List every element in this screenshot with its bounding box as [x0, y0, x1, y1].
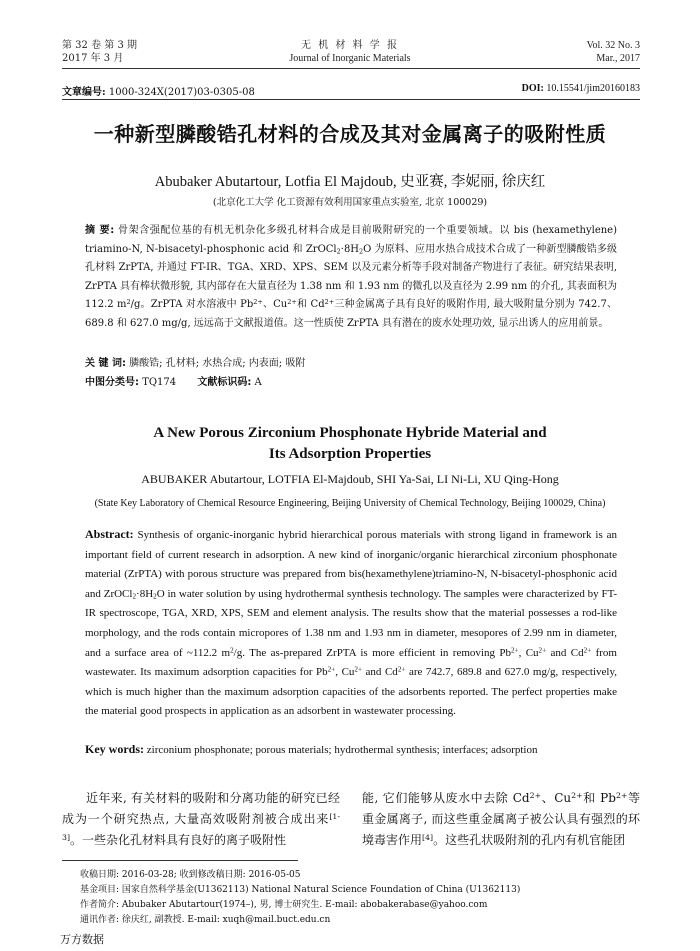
abstract-en-text: ·8H	[136, 587, 154, 600]
abstract-en-text: O in water solution by using hydrothermal synthesis technology. The samples were characterized by FT-IR spectroscope, TGA, XRD, XPS, SEM and element analysis. The results show that the material possesses a rod-like morphology, and the rods contain micropores of 1.38 nm and 1.93 nm in diameter, mesopores of 2.99 nm in diameter, and a surface area of ~112.2 m	[85, 587, 617, 659]
superscript: 2	[126, 297, 131, 306]
abstract-cn-text: 、Cu	[262, 299, 288, 310]
title-cn: 一种新型膦酸锆孔材料的合成及其对金属离子的吸附性质	[93, 122, 607, 146]
superscript: 2+	[253, 297, 263, 306]
header-right	[587, 39, 640, 65]
affiliation-en: (State Key Laboratory of Chemical Resource Engineering, Beijing University of Chemical Technology, Beijing 100029, China)	[94, 498, 606, 509]
subscript: 2	[132, 592, 137, 601]
footnote-rule	[62, 860, 298, 861]
subscript: 2	[336, 246, 341, 255]
subscript: 2	[153, 592, 157, 601]
date-en: Mar., 2017	[596, 53, 640, 64]
body-column-right	[362, 788, 640, 851]
meta-rule	[62, 99, 640, 100]
abstract-cn-text: O 为原料、应用水热合成技术合成了一种新型膦酸锆多级孔材料 ZrPTA, 并通过 FT-IR、TGA、XRD、XPS、SEM 以及元素分析等手段对制备产物进行了表征。研究结果表明, ZrPTA 具有棒状微形貌, 其内部存在大量直径为 1.38 nm 和 1.93 nm 的微孔以及直径为 2.99 nm 的介孔, 其表面积为 112.2 m	[85, 243, 617, 310]
keywords-en-label: Key words:	[85, 742, 144, 756]
title-en-line-1: A New Porous Zirconium Phosphonate Hybride Material and	[153, 425, 547, 441]
superscript: 2+	[287, 297, 297, 306]
body-text: 等重金属离子, 而这些重金属离子被公认具有强烈的环境毒害作用	[362, 791, 640, 847]
affiliation-cn: (北京化工大学 化工资源有效利用国家重点实验室, 北京 100029)	[212, 197, 488, 208]
subscript: 2	[359, 246, 364, 255]
abstract-en-text: /g. The as-prepared ZrPTA is more efficient in removing Pb	[233, 646, 511, 659]
abstract-en-text: and Cd	[362, 666, 398, 679]
abstract-en-text: Synthesis of organic-inorganic hybrid hierarchical porous materials with strong ligand in framework is an important field of current research in adsorption. A new kind of inorganic/organic hierarchical zirconium phosphonate material (ZrPTA) with porous structure was prepared from bis(hexamethylene)triamino-N, N-bisacetyl-phosphonic acid and ZrOCl	[85, 529, 617, 600]
volume-issue-en: Vol. 32 No. 3	[586, 40, 640, 51]
body-text: 、Cu	[541, 791, 572, 805]
body-text: 能, 它们能够从废水中去除 Cd	[362, 791, 530, 805]
title-en-line-2: Its Adsorption Properties	[268, 446, 432, 462]
abstract-cn-text: 骨架含强配位基的有机无机杂化多级孔材料合成是目前吸附研究的一个重要领域。以 bis (hexamethylene) triamino-N, N-bisacetyl-phosphonic acid 和 ZrOCl	[85, 225, 617, 255]
body-column-left	[62, 788, 340, 851]
superscript: 2+	[324, 297, 335, 306]
abstract-en-text: from wastewater. Its maximum adsorption capacities for Pb	[85, 646, 617, 679]
article-number	[62, 83, 255, 98]
footnote	[80, 868, 520, 928]
corresponding-author: 通讯作者: 徐庆红, 副教授. E-mail: xuqh@mail.buct.edu.cn	[80, 915, 331, 925]
doi	[522, 83, 640, 94]
authors-en: ABUBAKER Abutartour, LOTFIA El-Majdoub, SHI Ya-Sai, LI Ni-Li, XU Qing-Hong	[141, 472, 559, 486]
body-text: 和 Pb	[582, 791, 616, 805]
classification-cn	[85, 373, 617, 388]
superscript: 2+	[583, 646, 592, 654]
citation: [4]	[422, 833, 434, 843]
keywords-cn	[85, 354, 617, 369]
keywords-cn-label: 关 键 词:	[85, 358, 126, 369]
article-number-label: 文章编号:	[62, 87, 106, 98]
superscript: 2+	[538, 646, 547, 654]
superscript: 2+	[615, 791, 628, 801]
keywords-en	[85, 742, 617, 757]
authors-cn: Abubaker Abutartour, Lotfia El Majdoub, 史亚赛, 李妮丽, 徐庆红	[154, 174, 546, 190]
abstract-en-text: are 742.7, 689.8 and 627.0 mg/g, respectively, which is much higher than the maximum adsorption capacities of the adsorbents reported. The perfect properties make the material good prospects in application as an adsorbent in wastewater processing.	[85, 666, 617, 718]
article-number-value: 1000-324X(2017)03-0305-08	[108, 87, 255, 98]
abstract-en	[85, 525, 617, 722]
abstract-en-text: , Cu	[335, 666, 355, 679]
superscript: 2	[230, 646, 234, 654]
abstract-cn-text: 和 Cd	[296, 299, 325, 310]
body-text: 近年来, 有关材料的吸附和分离功能的研究已经成为一个研究热点, 大量高效吸附剂被合成出来	[62, 791, 340, 826]
classification-label: 中图分类号:	[85, 377, 139, 388]
body-text: 。一些杂化孔材料具有良好的离子吸附性	[70, 833, 287, 847]
date-cn: 2017 年 3 月	[62, 53, 124, 64]
header-center	[200, 39, 500, 65]
superscript: 2+	[510, 646, 519, 654]
received-date: 收稿日期: 2016-03-28; 收到修改稿日期: 2016-05-05	[80, 870, 301, 880]
abstract-cn-text: 三种金属离子具有良好的吸附作用, 最大吸附量分别为 742.7、689.8 和 627.0 mg/g, 远远高于文献报道值。这一性质使 ZrPTA 具有潜在的废水处理功效, 显示出诱人的应用前景。	[85, 299, 617, 329]
doi-value: 10.15541/jim20160183	[546, 83, 640, 94]
document-code-label: 文献标识码:	[197, 377, 252, 388]
superscript: 2+	[354, 665, 363, 674]
superscript: 2+	[529, 791, 542, 801]
abstract-en-text: , Cu	[518, 646, 539, 659]
citation: [1-3]	[62, 812, 340, 843]
superscript: 2+	[571, 791, 583, 801]
body-text: 。这些孔状吸附剂的孔内有机官能团	[433, 833, 626, 847]
header-rule	[62, 68, 640, 69]
author-bio: 作者简介: Abubaker Abutartour(1974–), 男, 博士研究生. E-mail: abobakerabase@yahoo.com	[80, 900, 488, 910]
abstract-cn-label: 摘 要:	[85, 225, 115, 236]
journal-name-en: Journal of Inorganic Materials	[289, 53, 411, 64]
abstract-en-text: and Cd	[546, 646, 584, 659]
abstract-en-label: Abstract:	[85, 527, 134, 541]
abstract-cn	[85, 222, 617, 333]
superscript: 2+	[397, 665, 406, 674]
watermark-text: 万方数据	[60, 933, 104, 946]
journal-name-cn: 无 机 材 料 学 报	[301, 40, 399, 51]
superscript: 2+	[327, 665, 336, 674]
fund-info: 基金项目: 国家自然科学基金(U1362113) National Natural Science Foundation of China (U1362113)	[80, 885, 521, 895]
doi-label: DOI:	[521, 83, 544, 94]
classification-value: TQ174	[142, 377, 177, 388]
title-en	[0, 423, 700, 465]
abstract-cn-text: ·8H	[340, 243, 360, 255]
keywords-cn-text: 膦酸锆; 孔材料; 水热合成; 内表面; 吸附	[129, 358, 306, 369]
document-code-value: A	[254, 377, 262, 388]
header-left	[62, 39, 137, 65]
keywords-en-text: zirconium phosphonate; porous materials; hydrothermal synthesis; interfaces; adsorption	[144, 744, 538, 756]
abstract-cn-text: /g。ZrPTA 对水溶液中 Pb	[130, 299, 254, 310]
volume-issue-cn: 第 32 卷 第 3 期	[62, 40, 137, 51]
